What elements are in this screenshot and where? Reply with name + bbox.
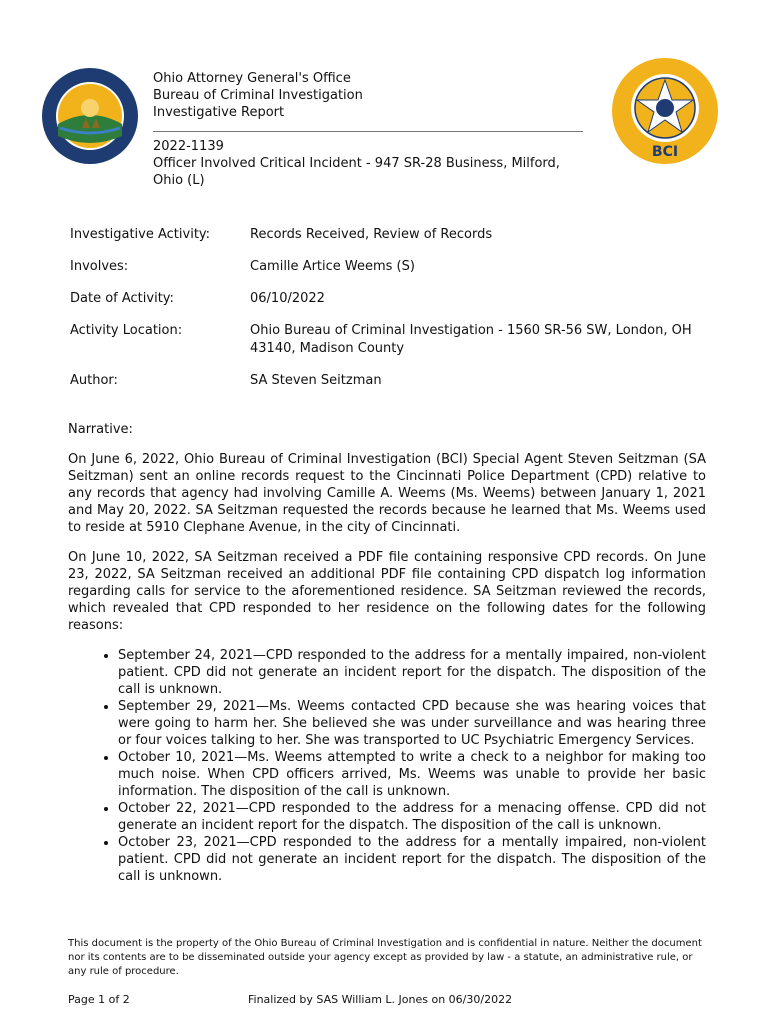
field-row	[70, 226, 710, 244]
field-row	[70, 322, 710, 358]
confidentiality-disclaimer: This document is the property of the Ohio Bureau of Criminal Investigation and is confidential in nature. Neither the document nor its contents are to be disseminated outside your agency except as provided by law - a statute, an administrative rule, or any rule of procedure.	[68, 938, 702, 977]
report-header	[153, 70, 593, 189]
field-value: SA Steven Seitzman	[250, 373, 382, 388]
field-row	[70, 258, 710, 276]
list-item: • September 24, 2021—CPD responded to the address for a mentally impaired, non-violent patient. CPD did not generate an incident report for the dispatch. The disposition of the call is unknown.	[118, 647, 706, 698]
page-number: Page 1 of 2	[68, 993, 130, 1006]
incident-list	[68, 647, 706, 885]
report-type: Investigative Report	[153, 105, 285, 120]
bci-badge-logo	[610, 56, 720, 166]
list-item: • October 22, 2021—CPD responded to the address for a menacing offense. CPD did not generate an incident report for the dispatch. The disposition of the call is unknown.	[118, 800, 706, 834]
field-value: Records Received, Review of Records	[250, 227, 493, 242]
header-divider	[153, 131, 583, 132]
case-number: 2022-1139	[153, 139, 224, 154]
field-label: Involves:	[70, 259, 129, 274]
field-value: Camille Artice Weems (S)	[250, 259, 415, 274]
field-label: Investigative Activity:	[70, 227, 211, 242]
list-item: • October 23, 2021—CPD responded to the address for a mentally impaired, non-violent patient. CPD did not generate an incident report for the dispatch. The disposition of the call is unknown.	[118, 834, 706, 885]
field-label: Activity Location:	[70, 323, 183, 338]
field-row	[70, 290, 710, 308]
field-label: Date of Activity:	[70, 291, 174, 306]
field-value: Ohio Bureau of Criminal Investigation - 1560 SR-56 SW, London, OH 43140, Madison County	[250, 323, 692, 356]
ohio-seal-logo	[40, 66, 140, 166]
case-title: Officer Involved Critical Incident - 947 SR-28 Business, Milford, Ohio (L)	[153, 156, 560, 188]
finalized-by: Finalized by SAS William L. Jones on 06/30/2022	[248, 993, 513, 1006]
narrative-paragraph: On June 6, 2022, Ohio Bureau of Criminal Investigation (BCI) Special Agent Steven Seitzman (SA Seitzman) sent an online records request to the Cincinnati Police Department (CPD) relative to any records that agency had involving Camille A. Weems (Ms. Weems) between January 1, 2021 and May 20, 2022. SA Seitzman requested the records because he learned that Ms. Weems used to reside at 5910 Clephane Avenue, in the city of Cincinnati.	[68, 452, 706, 535]
field-row	[70, 372, 710, 390]
activity-fields	[70, 226, 710, 404]
bureau-name: Bureau of Criminal Investigation	[153, 88, 363, 103]
list-item: • October 10, 2021—Ms. Weems attempted to write a check to a neighbor for making too much noise. When CPD officers arrived, Ms. Weems was unable to provide her basic information. The disposition of the call is unknown.	[118, 749, 706, 800]
narrative-title: Narrative:	[68, 422, 133, 437]
field-label: Author:	[70, 373, 118, 388]
list-item: • September 29, 2021—Ms. Weems contacted CPD because she was hearing voices that were going to harm her. She believed she was under surveillance and was hearing three or four voices talking to her. She was transported to UC Psychiatric Emergency Services.	[118, 698, 706, 749]
narrative-paragraph: On June 10, 2022, SA Seitzman received a PDF file containing responsive CPD records. On June 23, 2022, SA Seitzman received an additional PDF file containing CPD dispatch log information regarding calls for service to the aforementioned residence. SA Seitzman reviewed the records, which revealed that CPD responded to her residence on the following dates for the following reasons:	[68, 550, 706, 633]
bci-badge-text: BCI	[651, 144, 679, 160]
office-name: Ohio Attorney General's Office	[153, 71, 351, 86]
field-value: 06/10/2022	[250, 291, 325, 306]
narrative-body	[68, 451, 706, 885]
